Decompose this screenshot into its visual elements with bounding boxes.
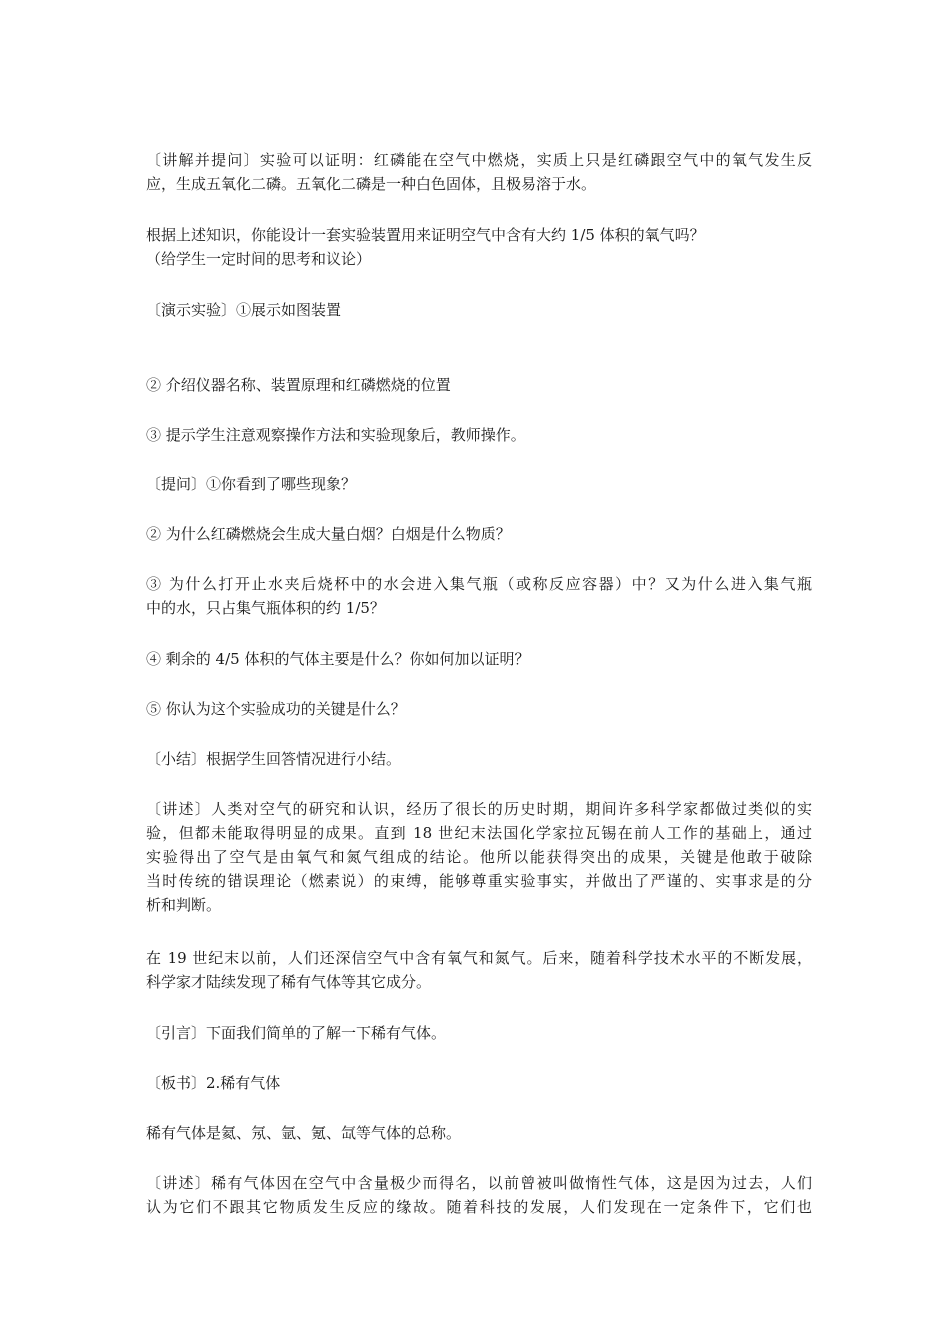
paragraph-line: 〔讲述〕稀有气体因在空气中含量极少而得名，以前曾被叫做惰性气体，这是因为过去，人们 [146, 1174, 812, 1192]
paragraph-line: ③ 为什么打开止水夹后烧杯中的水会进入集气瓶（或称反应容器）中？又为什么进入集气瓶 [146, 575, 812, 593]
paragraph-line: ② 为什么红磷燃烧会生成大量白烟？白烟是什么物质？ [146, 525, 511, 543]
paragraph-line: （给学生一定时间的思考和议论） [146, 250, 372, 268]
paragraph-19th-century [146, 946, 812, 994]
paragraph-line: ④ 剩余的 4/5 体积的气体主要是什么？你如何加以证明？ [146, 650, 530, 668]
paragraph-line: 〔讲解并提问〕实验可以证明：红磷能在空气中燃烧，实质上只是红磷跟空气中的氧气发生反 [146, 151, 812, 169]
paragraph-line: 实验得出了空气是由氧气和氮气组成的结论。他所以能获得突出的成果，关键是他敢于破除 [146, 848, 812, 866]
paragraph-step-3 [146, 423, 812, 447]
paragraph-line: ③ 提示学生注意观察操作方法和实验现象后，教师操作。 [146, 426, 526, 444]
paragraph-question [146, 223, 812, 271]
paragraph-ask-3 [146, 572, 812, 620]
paragraph-summary [146, 747, 812, 771]
paragraph-line: 〔板书〕2.稀有气体 [146, 1074, 281, 1092]
paragraph-line: 当时传统的错误理论（燃素说）的束缚，能够尊重实验事实，并做出了严谨的、实事求是的分 [146, 872, 812, 890]
paragraph-line: 稀有气体是氦、氖、氩、氪、氙等气体的总称。 [146, 1124, 462, 1142]
paragraph-history [146, 797, 812, 917]
paragraph-noble-gases-detail [146, 1171, 812, 1219]
paragraph-line: 认为它们不跟其它物质发生反应的缘故。随着科技的发展，人们发现在一定条件下，它们也 [146, 1198, 812, 1216]
paragraph-line: ② 介绍仪器名称、装置原理和红磷燃烧的位置 [146, 376, 451, 394]
paragraph-line: 〔演示实验〕①展示如图装置 [146, 301, 342, 319]
paragraph-ask-2 [146, 522, 812, 546]
paragraph-line: 〔引言〕下面我们简单的了解一下稀有气体。 [146, 1024, 447, 1042]
paragraph-step-2 [146, 373, 812, 397]
paragraph-line: 科学家才陆续发现了稀有气体等其它成分。 [146, 973, 432, 991]
paragraph-board-note [146, 1071, 812, 1095]
paragraph-line: 验，但都未能取得明显的成果。直到 18 世纪末法国化学家拉瓦锡在前人工作的基础上，通过 [146, 824, 812, 842]
paragraph-line: 根据上述知识，你能设计一套实验装置用来证明空气中含有大约 1/5 体积的氧气吗？ [146, 226, 705, 244]
paragraph-line: 〔讲述〕人类对空气的研究和认识，经历了很长的历史时期，期间许多科学家都做过类似的实 [146, 800, 812, 818]
paragraph-demo [146, 298, 812, 322]
paragraph-ask-1 [146, 472, 812, 496]
paragraph-line: 析和判断。 [146, 896, 222, 914]
paragraph-line: 〔小结〕根据学生回答情况进行小结。 [146, 750, 402, 768]
paragraph-ask-4 [146, 647, 812, 671]
paragraph-line: 〔提问〕①你看到了哪些现象？ [146, 475, 357, 493]
paragraph-noble-gases [146, 1121, 812, 1145]
paragraph-intro [146, 1021, 812, 1045]
paragraph-explanation [146, 148, 812, 196]
paragraph-ask-5 [146, 697, 812, 721]
paragraph-line: 在 19 世纪末以前，人们还深信空气中含有氧气和氮气。后来，随着科学技术水平的不断发展， [146, 949, 812, 967]
paragraph-line: 应，生成五氧化二磷。五氧化二磷是一种白色固体，且极易溶于水。 [146, 175, 597, 193]
paragraph-line: ⑤ 你认为这个实验成功的关键是什么？ [146, 700, 406, 718]
paragraph-line: 中的水，只占集气瓶体积的约 1/5？ [146, 599, 385, 617]
